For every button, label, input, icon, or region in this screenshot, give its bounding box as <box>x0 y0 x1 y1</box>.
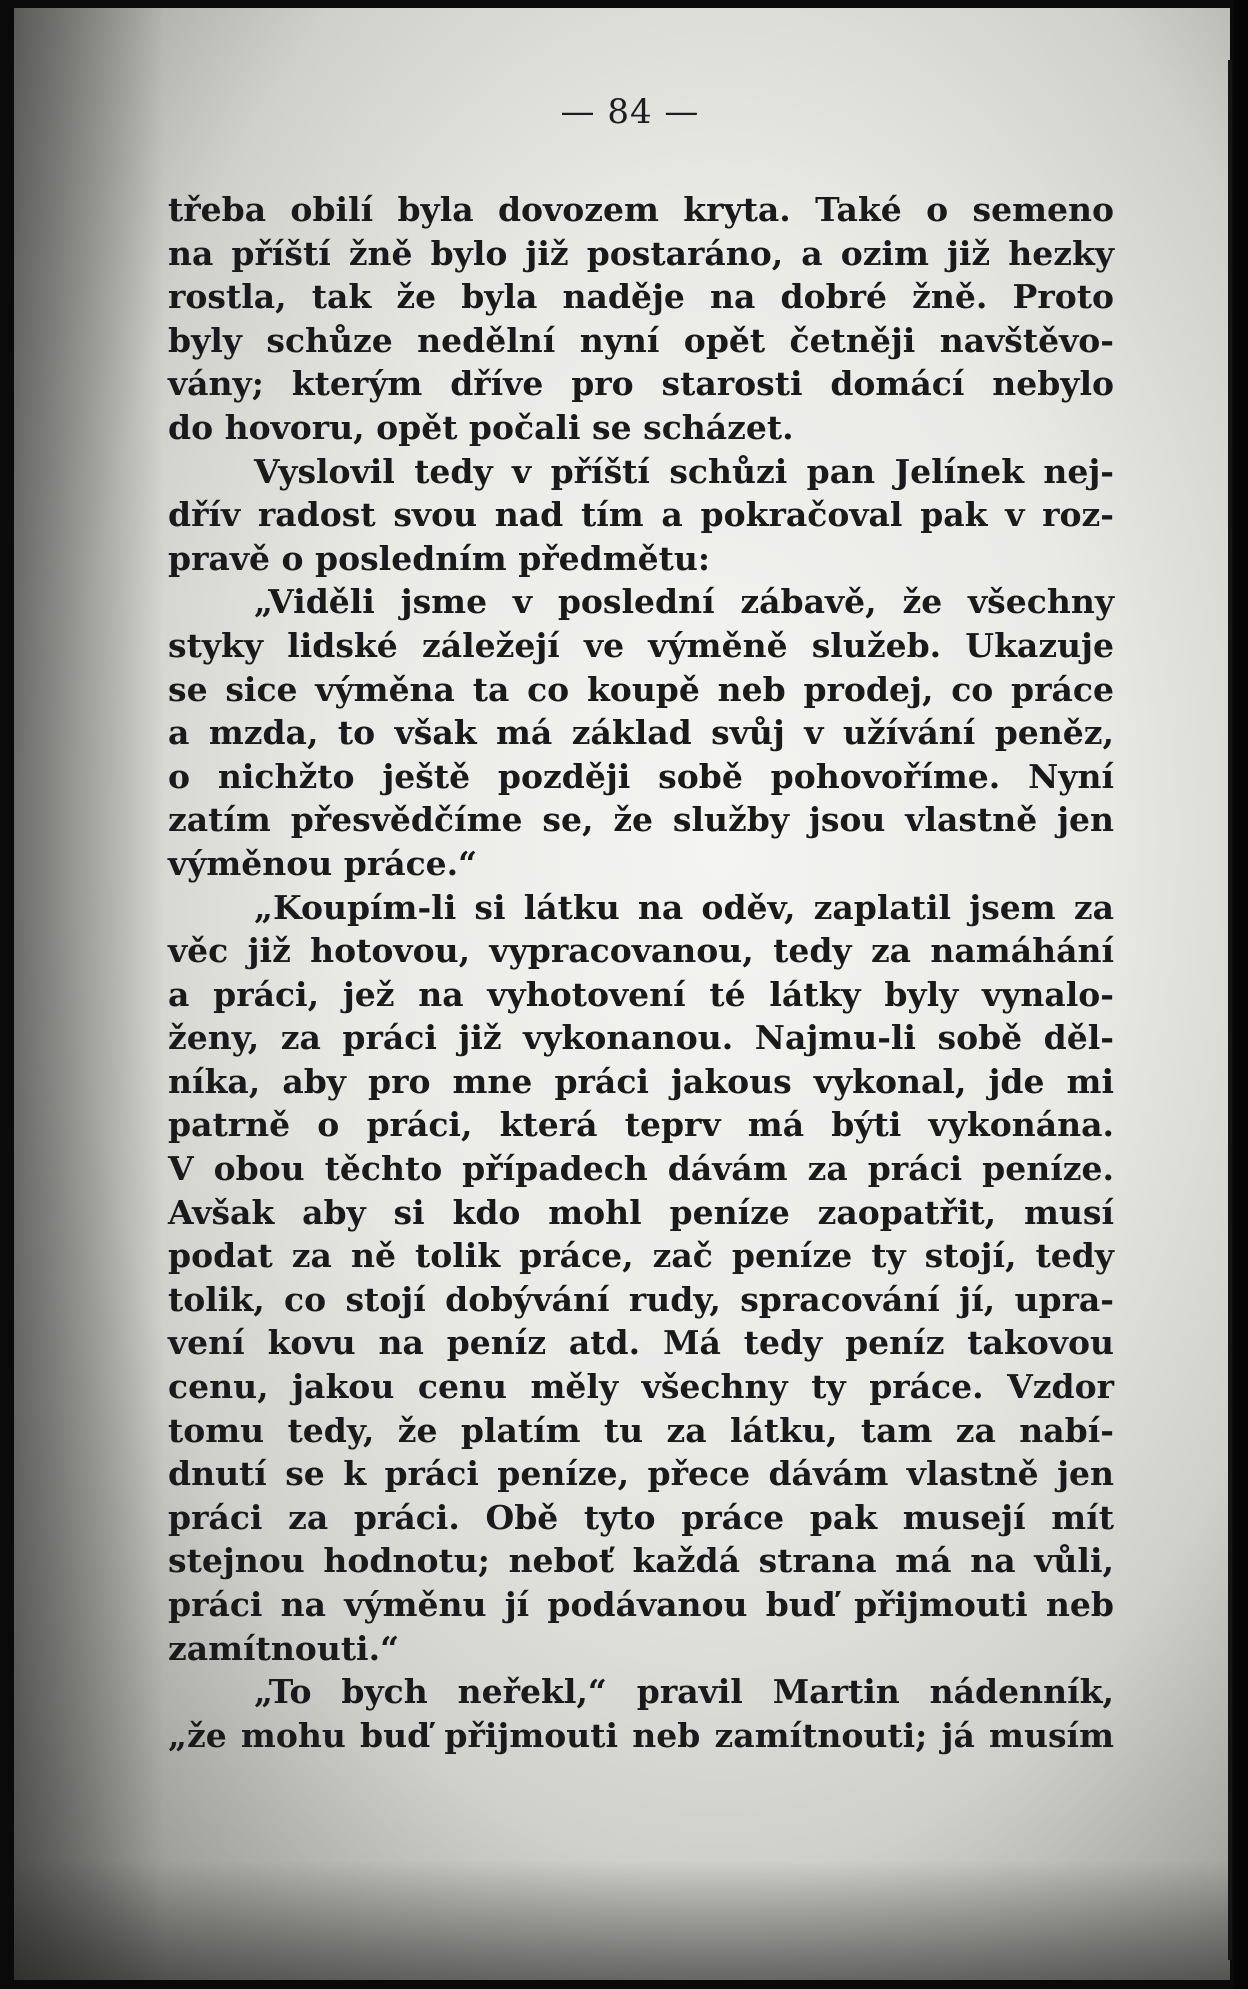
text-line: zatím přesvědčíme se, že služby jsou vlastně jen <box>168 800 1114 840</box>
text-line: stejnou hodnotu; neboť každá strana má na vůli, <box>168 1541 1114 1581</box>
text-line: a mzda, to však má základ svůj v užívání peněz, <box>168 713 1114 753</box>
text-line: podat za ně tolik práce, zač peníze ty stojí, tedy <box>168 1236 1114 1276</box>
text-line: byly schůze nedělní nyní opět četněji navštěvo- <box>168 320 1114 360</box>
text-line: třeba obilí byla dovozem kryta. Také o semeno <box>168 190 1114 229</box>
text-line: „Koupím-li si látku na oděv, zaplatil jsem za <box>254 887 1114 927</box>
text-line: vány; kterým dříve pro starosti domácí nebylo <box>168 364 1114 404</box>
text-line: vení kovu na peníz atd. Má tedy peníz takovou <box>168 1323 1114 1363</box>
text-line: do hovoru, opět počali se scházet. <box>168 407 794 447</box>
text-line: Avšak aby si kdo mohl peníze zaopatřit, musí <box>168 1192 1114 1232</box>
text-line: cenu, jakou cenu měly všechny ty práce. Vzdor <box>168 1367 1114 1407</box>
scan-border <box>1234 0 1248 1989</box>
text-line: ženy, za práci již vykonanou. Najmu-li sobě děl- <box>168 1018 1114 1058</box>
text-line: „To bych neřekl,“ pravil Martin nádenník, <box>254 1672 1114 1712</box>
text-line: „Viděli jsme v poslední zábavě, že všechny <box>254 582 1114 622</box>
text-line: se sice výměna ta co koupě neb prodej, co práce <box>168 669 1114 709</box>
text-line: níka, aby pro mne práci jakous vykonal, jde mi <box>168 1061 1114 1101</box>
body-text <box>168 188 1114 1757</box>
text-line: tomu tedy, že platím tu za látku, tam za nabí- <box>168 1410 1114 1450</box>
text-line: věc již hotovou, vypracovanou, tedy za namáhání <box>168 931 1114 971</box>
text-line: práci za práci. Obě tyto práce pak musejí mít <box>168 1497 1114 1537</box>
text-line: práci na výměnu jí podávanou buď přijmouti neb <box>168 1585 1114 1624</box>
text-line: Vyslovil tedy v příští schůzi pan Jelínek nej- <box>254 451 1114 491</box>
text-line: „že mohu buď přijmouti neb zamítnouti; já musím <box>168 1715 1114 1755</box>
text-line: o nichžto ještě později sobě pohovoříme. Nyní <box>168 756 1114 796</box>
text-line: výměnou práce.“ <box>168 843 478 883</box>
text-line: tolik, co stojí dobývání rudy, spracování jí, upra- <box>168 1279 1114 1319</box>
text-line: a práci, jež na vyhotovení té látky byly vynalo- <box>168 974 1114 1014</box>
text-line: patrně o práci, která teprv má býti vykonána. <box>168 1105 1114 1145</box>
text-line: na příští žně bylo již postaráno, a ozim již hezky <box>168 233 1114 273</box>
page-number: — 84 — <box>560 92 700 132</box>
text-line: zamítnouti.“ <box>168 1628 400 1668</box>
binding-edge <box>1228 60 1232 1960</box>
text-line: styky lidské záležejí ve výměně služeb. Ukazuje <box>168 625 1114 665</box>
text-line: V obou těchto případech dávám za práci peníze. <box>168 1149 1114 1189</box>
text-line: dnutí se k práci peníze, přece dávám vlastně jen <box>168 1454 1114 1494</box>
text-line: dřív radost svou nad tím a pokračoval pak v roz- <box>168 495 1114 535</box>
text-line: rostla, tak že byla naděje na dobré žně. Proto <box>168 277 1114 317</box>
text-line: pravě o posledním předmětu: <box>168 538 711 578</box>
